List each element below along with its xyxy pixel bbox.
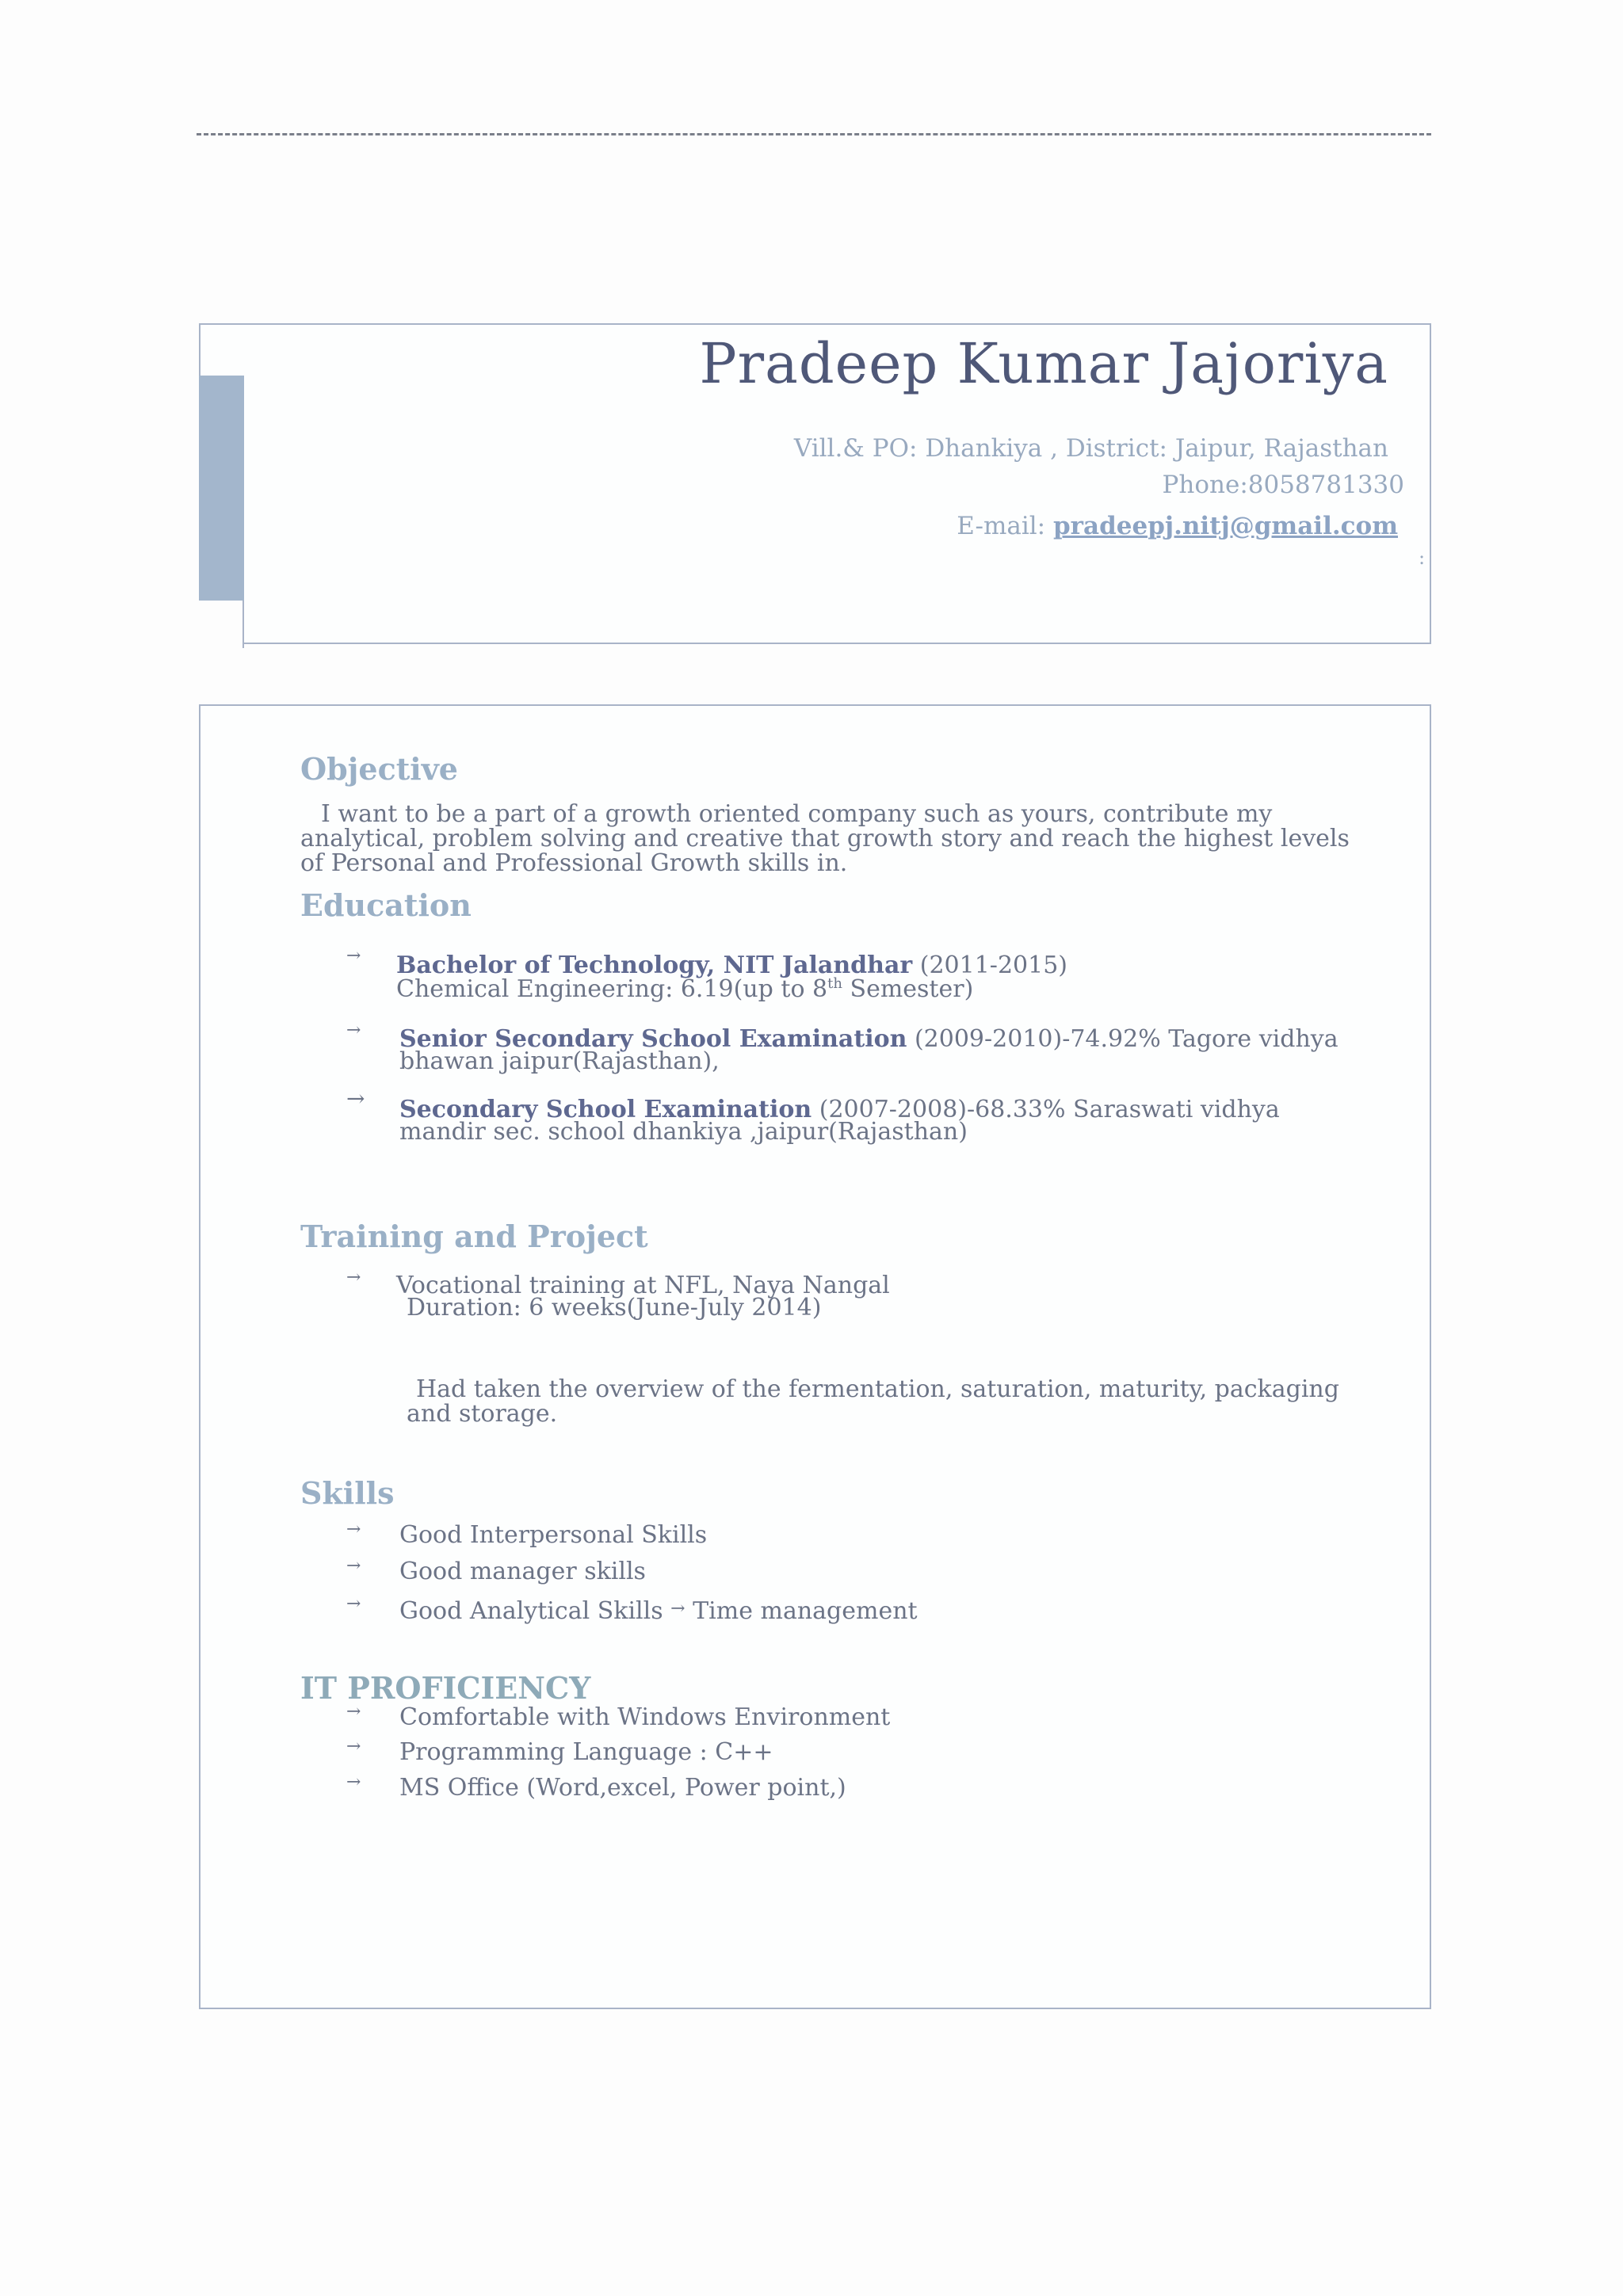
- education-item-secondary-detail: mandir sec. school dhankiya ,jaipur(Rajasthan): [399, 1118, 968, 1146]
- bullet-arrow-icon: →: [346, 1268, 361, 1287]
- bullet-arrow-icon: →: [346, 1556, 361, 1576]
- education-item-senior-secondary-detail: bhawan jaipur(Rajasthan),: [399, 1047, 720, 1075]
- bullet-arrow-icon: →: [346, 1594, 361, 1614]
- it-item: Programming Language : C++: [399, 1738, 773, 1766]
- header-notch: [199, 601, 244, 648]
- training-heading: Training and Project: [300, 1219, 648, 1254]
- education-item-secondary: Secondary School Examination (2007-2008)-68.33% Saraswati vidhya: [399, 1096, 1280, 1123]
- email-label: E-mail:: [957, 512, 1053, 540]
- education-item-btech: Bachelor of Technology, NIT Jalandhar (2011-2015): [396, 952, 1067, 979]
- education-item-btech-detail: Chemical Engineering: 6.19(up to 8th Semester): [396, 975, 974, 1003]
- phone: Phone:8058781330: [1162, 471, 1404, 499]
- training-item: Vocational training at NFL, Naya Nangal: [396, 1272, 890, 1299]
- training-description: Had taken the overview of the fermentation, saturation, maturity, packaging and storage.: [407, 1375, 1339, 1428]
- education-item-senior-secondary: Senior Secondary School Examination (2009-2010)-74.92% Tagore vidhya: [399, 1025, 1338, 1053]
- skill-item: Good Analytical Skills → Time management: [399, 1597, 918, 1625]
- top-dashed-separator: [197, 133, 1431, 135]
- education-heading: Education: [300, 887, 472, 923]
- it-item: MS Office (Word,excel, Power point,): [399, 1774, 846, 1802]
- bullet-arrow-icon: →: [346, 1702, 361, 1722]
- it-item: Comfortable with Windows Environment: [399, 1703, 891, 1731]
- skills-heading: Skills: [300, 1475, 395, 1511]
- training-duration: Duration: 6 weeks(June-July 2014): [407, 1294, 822, 1322]
- bullet-arrow-icon: →: [346, 1772, 361, 1792]
- email-line: [957, 512, 1398, 540]
- candidate-name: Pradeep Kumar Jajoriya: [699, 331, 1388, 396]
- bullet-arrow-icon: →: [346, 1085, 365, 1112]
- address: Vill.& PO: Dhankiya , District: Jaipur, Rajasthan: [793, 434, 1388, 463]
- skill-item: Good manager skills: [399, 1558, 646, 1585]
- objective-text: I want to be a part of a growth oriented company such as yours, contribute my analytical, problem solving and creative that growth story and reach the highest levels of Personal and Professional Growth skills in.: [300, 800, 1350, 877]
- bullet-arrow-icon: →: [670, 1599, 685, 1619]
- skill-item: Good Interpersonal Skills: [399, 1521, 708, 1549]
- objective-heading: Objective: [300, 751, 458, 787]
- bullet-arrow-icon: →: [346, 1520, 361, 1539]
- header-accent-bar: [199, 376, 244, 601]
- email-link[interactable]: pradeepj.nitj@gmail.com: [1052, 512, 1398, 540]
- it-proficiency-heading: IT PROFICIENCY: [300, 1670, 591, 1706]
- bullet-arrow-icon: →: [346, 946, 361, 966]
- bullet-arrow-icon: →: [346, 1737, 361, 1756]
- bullet-arrow-icon: →: [346, 1020, 361, 1040]
- trailing-colon: :: [1419, 547, 1426, 569]
